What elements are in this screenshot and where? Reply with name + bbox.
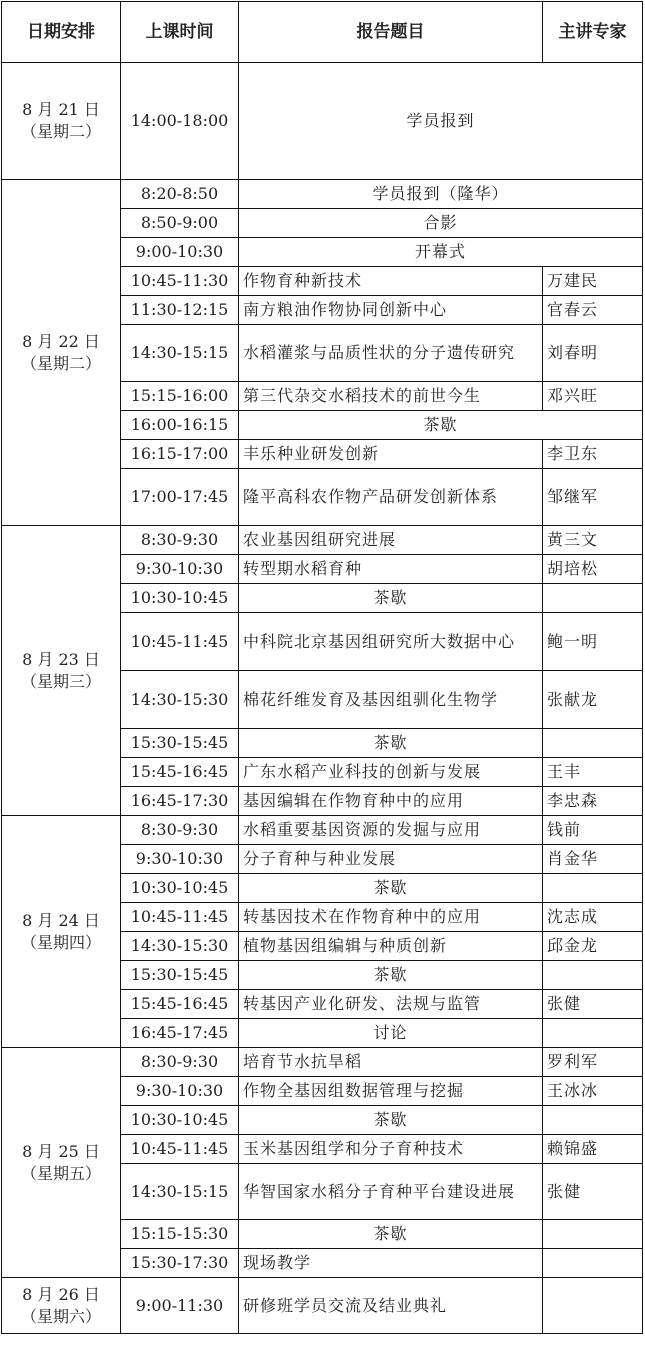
topic-cell: 学员报到 bbox=[239, 63, 643, 180]
time-cell: 16:00-16:15 bbox=[121, 411, 239, 440]
topic-cell: 合影 bbox=[239, 209, 643, 238]
speaker-cell: 张健 bbox=[543, 990, 643, 1019]
topic-cell: 丰乐种业研发创新 bbox=[239, 440, 543, 469]
session-row bbox=[2, 526, 643, 555]
session-row bbox=[2, 180, 643, 209]
topic-cell: 研修班学员交流及结业典礼 bbox=[239, 1278, 543, 1334]
speaker-cell: 万建民 bbox=[543, 267, 643, 296]
topic-cell: 作物育种新技术 bbox=[239, 267, 543, 296]
session-row bbox=[2, 1278, 643, 1334]
time-cell: 9:00-11:30 bbox=[121, 1278, 239, 1334]
speaker-cell: 张健 bbox=[543, 1164, 643, 1220]
header-topic: 报告题目 bbox=[239, 2, 543, 63]
topic-cell: 华智国家水稻分子育种平台建设进展 bbox=[239, 1164, 543, 1220]
date-cell bbox=[2, 526, 121, 816]
speaker-cell: 李忠森 bbox=[543, 787, 643, 816]
header-speaker: 主讲专家 bbox=[543, 2, 643, 63]
time-cell: 14:30-15:30 bbox=[121, 932, 239, 961]
topic-cell: 第三代杂交水稻技术的前世今生 bbox=[239, 382, 543, 411]
topic-cell: 植物基因组编辑与种质创新 bbox=[239, 932, 543, 961]
topic-cell: 隆平高科农作物产品研发创新体系 bbox=[239, 469, 543, 526]
time-cell: 9:30-10:30 bbox=[121, 1077, 239, 1106]
time-cell: 10:45-11:30 bbox=[121, 267, 239, 296]
topic-cell: 茶歇 bbox=[239, 874, 543, 903]
weekday-text: （星期四） bbox=[20, 932, 101, 952]
speaker-cell bbox=[543, 1019, 643, 1048]
weekday-text: （星期二） bbox=[20, 122, 101, 141]
speaker-cell: 李卫东 bbox=[543, 440, 643, 469]
topic-cell: 开幕式 bbox=[239, 238, 643, 267]
topic-cell: 现场教学 bbox=[239, 1249, 543, 1278]
topic-cell: 广东水稻产业科技的创新与发展 bbox=[239, 758, 543, 787]
speaker-cell bbox=[543, 961, 643, 990]
time-cell: 15:30-15:45 bbox=[121, 961, 239, 990]
topic-cell: 玉米基因组学和分子育种技术 bbox=[239, 1135, 543, 1164]
date-cell bbox=[2, 816, 121, 1048]
topic-cell: 中科院北京基因组研究所大数据中心 bbox=[239, 613, 543, 671]
speaker-cell: 邓兴旺 bbox=[543, 382, 643, 411]
session-row bbox=[2, 816, 643, 845]
topic-cell: 茶歇 bbox=[239, 961, 543, 990]
topic-cell: 茶歇 bbox=[239, 1106, 543, 1135]
date-text: 8 月 24 日 bbox=[22, 910, 100, 930]
time-cell: 16:15-17:00 bbox=[121, 440, 239, 469]
topic-cell: 作物全基因组数据管理与挖掘 bbox=[239, 1077, 543, 1106]
speaker-cell: 王冰冰 bbox=[543, 1077, 643, 1106]
date-text: 8 月 26 日 bbox=[22, 1284, 100, 1304]
date-cell bbox=[2, 63, 121, 180]
time-cell: 9:30-10:30 bbox=[121, 555, 239, 584]
speaker-cell: 黄三文 bbox=[543, 526, 643, 555]
speaker-cell: 赖锦盛 bbox=[543, 1135, 643, 1164]
time-cell: 9:00-10:30 bbox=[121, 238, 239, 267]
date-text: 8 月 22 日 bbox=[22, 331, 100, 351]
speaker-cell bbox=[543, 1106, 643, 1135]
header-time: 上课时间 bbox=[121, 2, 239, 63]
speaker-cell: 钱前 bbox=[543, 816, 643, 845]
speaker-cell bbox=[543, 874, 643, 903]
topic-cell: 讨论 bbox=[239, 1019, 543, 1048]
date-text: 8 月 25 日 bbox=[22, 1141, 100, 1161]
topic-cell: 培育节水抗旱稻 bbox=[239, 1048, 543, 1077]
date-text: 8 月 23 日 bbox=[22, 649, 100, 669]
weekday-text: （星期三） bbox=[20, 671, 101, 691]
speaker-cell bbox=[543, 1278, 643, 1334]
topic-cell: 转型期水稻育种 bbox=[239, 555, 543, 584]
time-cell: 14:30-15:30 bbox=[121, 671, 239, 729]
schedule-table bbox=[1, 1, 643, 1334]
topic-cell: 茶歇 bbox=[239, 584, 543, 613]
speaker-cell: 邹继军 bbox=[543, 469, 643, 526]
time-cell: 15:30-15:45 bbox=[121, 729, 239, 758]
schedule-body bbox=[2, 63, 643, 1334]
time-cell: 10:45-11:45 bbox=[121, 903, 239, 932]
time-cell: 15:15-16:00 bbox=[121, 382, 239, 411]
time-cell: 9:30-10:30 bbox=[121, 845, 239, 874]
time-cell: 16:45-17:45 bbox=[121, 1019, 239, 1048]
time-cell: 16:45-17:30 bbox=[121, 787, 239, 816]
topic-cell: 茶歇 bbox=[239, 729, 543, 758]
time-cell: 10:45-11:45 bbox=[121, 1135, 239, 1164]
speaker-cell: 张献龙 bbox=[543, 671, 643, 729]
time-cell: 8:50-9:00 bbox=[121, 209, 239, 238]
speaker-cell bbox=[543, 1220, 643, 1249]
time-cell: 8:30-9:30 bbox=[121, 526, 239, 555]
weekday-text: （星期二） bbox=[20, 353, 101, 373]
topic-cell: 南方粮油作物协同创新中心 bbox=[239, 296, 543, 325]
topic-cell: 茶歇 bbox=[239, 411, 643, 440]
header-date: 日期安排 bbox=[2, 2, 121, 63]
date-text: 8 月 21 日 bbox=[22, 100, 100, 119]
speaker-cell: 鲍一明 bbox=[543, 613, 643, 671]
time-cell: 15:15-15:30 bbox=[121, 1220, 239, 1249]
time-cell: 10:30-10:45 bbox=[121, 584, 239, 613]
time-cell: 8:20-8:50 bbox=[121, 180, 239, 209]
topic-cell: 分子育种与种业发展 bbox=[239, 845, 543, 874]
speaker-cell: 肖金华 bbox=[543, 845, 643, 874]
speaker-cell bbox=[543, 729, 643, 758]
time-cell: 10:30-10:45 bbox=[121, 874, 239, 903]
speaker-cell: 罗利军 bbox=[543, 1048, 643, 1077]
weekday-text: （星期五） bbox=[20, 1163, 101, 1183]
topic-cell: 转基因产业化研发、法规与监管 bbox=[239, 990, 543, 1019]
topic-cell: 茶歇 bbox=[239, 1220, 543, 1249]
topic-cell: 棉花纤维发育及基因组驯化生物学 bbox=[239, 671, 543, 729]
date-cell bbox=[2, 1278, 121, 1334]
speaker-cell bbox=[543, 1249, 643, 1278]
speaker-cell: 邱金龙 bbox=[543, 932, 643, 961]
time-cell: 17:00-17:45 bbox=[121, 469, 239, 526]
speaker-cell bbox=[543, 584, 643, 613]
time-cell: 10:45-11:45 bbox=[121, 613, 239, 671]
date-cell bbox=[2, 180, 121, 526]
time-cell: 14:00-18:00 bbox=[121, 63, 239, 180]
header-row bbox=[2, 2, 643, 63]
topic-cell: 水稻灌浆与品质性状的分子遗传研究 bbox=[239, 325, 543, 382]
speaker-cell: 胡培松 bbox=[543, 555, 643, 584]
speaker-cell: 王丰 bbox=[543, 758, 643, 787]
time-cell: 8:30-9:30 bbox=[121, 816, 239, 845]
time-cell: 14:30-15:15 bbox=[121, 1164, 239, 1220]
speaker-cell: 沈志成 bbox=[543, 903, 643, 932]
time-cell: 11:30-12:15 bbox=[121, 296, 239, 325]
session-row bbox=[2, 1048, 643, 1077]
topic-cell: 水稻重要基因资源的发掘与应用 bbox=[239, 816, 543, 845]
time-cell: 10:30-10:45 bbox=[121, 1106, 239, 1135]
weekday-text: （星期六） bbox=[20, 1306, 101, 1326]
topic-cell: 转基因技术在作物育种中的应用 bbox=[239, 903, 543, 932]
topic-cell: 学员报到（隆华） bbox=[239, 180, 643, 209]
time-cell: 8:30-9:30 bbox=[121, 1048, 239, 1077]
topic-cell: 基因编辑在作物育种中的应用 bbox=[239, 787, 543, 816]
time-cell: 14:30-15:15 bbox=[121, 325, 239, 382]
time-cell: 15:30-17:30 bbox=[121, 1249, 239, 1278]
session-row bbox=[2, 63, 643, 180]
topic-cell: 农业基因组研究进展 bbox=[239, 526, 543, 555]
speaker-cell: 刘春明 bbox=[543, 325, 643, 382]
time-cell: 15:45-16:45 bbox=[121, 990, 239, 1019]
time-cell: 15:45-16:45 bbox=[121, 758, 239, 787]
date-cell bbox=[2, 1048, 121, 1278]
speaker-cell: 官春云 bbox=[543, 296, 643, 325]
